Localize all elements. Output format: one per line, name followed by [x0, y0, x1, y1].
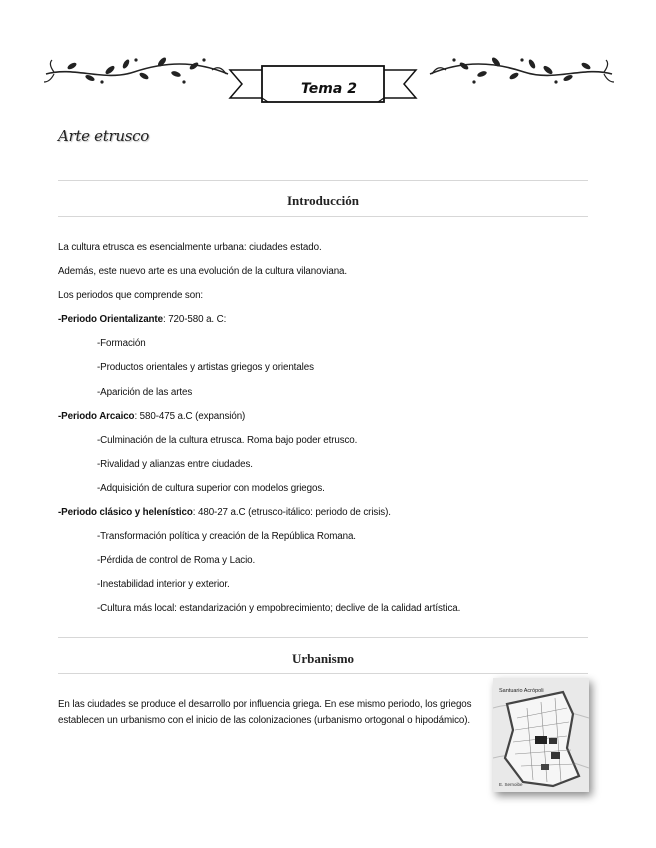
intro-paragraph: Además, este nuevo arte es una evolución de la cultura vilanoviana. — [58, 266, 348, 277]
period-item: -Productos orientales y artistas griegos y orientales — [97, 362, 314, 373]
section-divider-bottom — [58, 673, 588, 674]
period-item: -Pérdida de control de Roma y Lacio. — [97, 555, 256, 566]
floral-vine-left-ornament — [44, 52, 230, 92]
period-item: -Rivalidad y alianzas entre ciudades. — [97, 459, 253, 470]
intro-paragraph: Los periodos que comprende son: — [58, 290, 204, 301]
period-item: -Aparición de las artes — [97, 387, 193, 398]
subject-title: Arte etrusco — [58, 127, 149, 145]
period-name: -Periodo clásico y helenístico — [58, 507, 193, 518]
section-divider-top — [58, 180, 588, 181]
period-heading — [58, 314, 226, 325]
section-title-introduccion: Introducción — [287, 193, 359, 208]
period-detail: : 580-475 a.C (expansión) — [134, 411, 246, 422]
banner-title: Tema 2 — [301, 81, 357, 97]
section-title-urbanismo: Urbanismo — [291, 651, 355, 666]
period-item: -Culminación de la cultura etrusca. Roma bajo poder etrusco. — [97, 435, 358, 446]
period-name: -Periodo Orientalizante — [58, 314, 163, 325]
period-detail: : 480-27 a.C (etrusco-itálico: periodo de crisis). — [192, 507, 391, 518]
section-divider-top — [58, 637, 588, 638]
period-detail: : 720-580 a. C: — [162, 314, 227, 325]
urbanism-paragraph: En las ciudades se produce el desarrollo por influencia griega. En ese mismo periodo, los griegos establecen un urbanismo con el inicio de las colonizaciones (urbanismo ortogonal o hipodámico). — [58, 699, 472, 726]
period-item: -Transformación política y creación de la República Romana. — [97, 531, 356, 542]
period-item: -Cultura más local: estandarización y empobrecimiento; declive de la calidad artística. — [97, 603, 461, 614]
map-label-top: Santuario Acrópoli — [499, 688, 544, 694]
intro-paragraph: La cultura etrusca es esencialmente urbana: ciudades estado. — [58, 242, 322, 253]
map-label-bottom: E. Sernoibe — [499, 782, 523, 787]
period-heading — [58, 411, 245, 422]
city-map-image — [493, 678, 589, 792]
period-item: -Formación — [97, 338, 146, 349]
period-heading — [58, 507, 391, 518]
city-map-illustration — [493, 678, 589, 792]
period-name: -Periodo Arcaico — [58, 411, 135, 422]
floral-vine-right-ornament — [428, 52, 614, 92]
section-divider-bottom — [58, 216, 588, 217]
period-item: -Adquisición de cultura superior con modelos griegos. — [97, 483, 325, 494]
period-item: -Inestabilidad interior y exterior. — [97, 579, 230, 590]
